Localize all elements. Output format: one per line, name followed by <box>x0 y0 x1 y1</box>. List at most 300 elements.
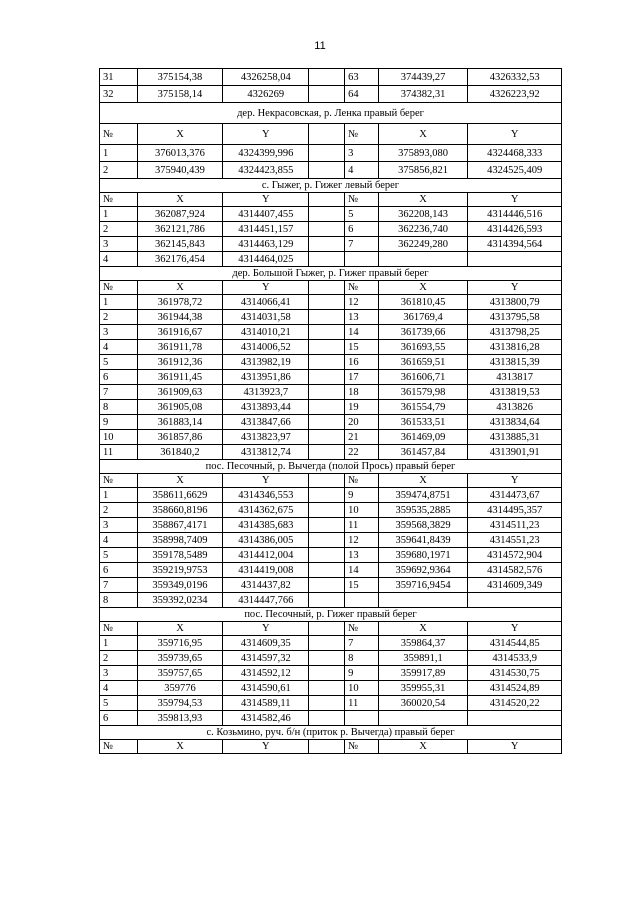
point-number-right: 10 <box>345 503 379 518</box>
x-coordinate-left: 361912,36 <box>137 355 222 370</box>
y-coordinate-right: 4314520,22 <box>468 696 562 711</box>
gutter-cell <box>309 711 345 726</box>
gutter-cell <box>309 124 345 145</box>
point-number-right: 11 <box>345 518 379 533</box>
x-coordinate-right: 361606,71 <box>378 370 467 385</box>
y-coordinate-right <box>468 593 562 608</box>
point-number-left: 10 <box>100 430 138 445</box>
point-number-right: 63 <box>345 69 379 86</box>
header-x-left: X <box>137 193 222 207</box>
x-coordinate-right: 359716,9454 <box>378 578 467 593</box>
gutter-cell <box>309 488 345 503</box>
gutter-cell <box>309 295 345 310</box>
y-coordinate-left: 4324399,996 <box>223 145 309 162</box>
table-row <box>100 400 562 415</box>
x-coordinate-left: 359739,65 <box>137 651 222 666</box>
gutter-cell <box>309 593 345 608</box>
y-coordinate-right: 4314582,576 <box>468 563 562 578</box>
header-no-left: № <box>100 281 138 295</box>
point-number-left: 4 <box>100 533 138 548</box>
gutter-cell <box>309 548 345 563</box>
header-no-right: № <box>345 740 379 754</box>
x-coordinate-left: 361911,78 <box>137 340 222 355</box>
y-coordinate-right: 4313795,58 <box>468 310 562 325</box>
header-x-left: X <box>137 622 222 636</box>
x-coordinate-right: 361659,51 <box>378 355 467 370</box>
x-coordinate-left: 359794,53 <box>137 696 222 711</box>
group-caption-row <box>100 460 562 474</box>
x-coordinate-left: 359776 <box>137 681 222 696</box>
table-row <box>100 295 562 310</box>
point-number-left: 1 <box>100 636 138 651</box>
group-caption: пос. Песочный, р. Вычегда (полой Прось) правый берег <box>100 460 562 474</box>
y-coordinate-left: 4314386,005 <box>223 533 309 548</box>
page-number: 11 <box>314 40 326 52</box>
gutter-cell <box>309 651 345 666</box>
table-row <box>100 503 562 518</box>
header-no-left: № <box>100 124 138 145</box>
gutter-cell <box>309 86 345 103</box>
x-coordinate-left: 362176,454 <box>137 252 222 267</box>
y-coordinate-right: 4314530,75 <box>468 666 562 681</box>
point-number-right: 7 <box>345 237 379 252</box>
x-coordinate-right: 362208,143 <box>378 207 467 222</box>
point-number-right: 9 <box>345 666 379 681</box>
y-coordinate-left: 4313951,86 <box>223 370 309 385</box>
point-number-left: 5 <box>100 696 138 711</box>
y-coordinate-left: 4326269 <box>223 86 309 103</box>
table-row <box>100 696 562 711</box>
y-coordinate-right: 4313815,39 <box>468 355 562 370</box>
x-coordinate-left: 361883,14 <box>137 415 222 430</box>
point-number-left: 4 <box>100 340 138 355</box>
x-coordinate-right: 362249,280 <box>378 237 467 252</box>
x-coordinate-left: 361909,63 <box>137 385 222 400</box>
point-number-right: 5 <box>345 207 379 222</box>
point-number-left: 3 <box>100 325 138 340</box>
point-number-right: 17 <box>345 370 379 385</box>
gutter-cell <box>309 430 345 445</box>
gutter-cell <box>309 740 345 754</box>
point-number-right: 14 <box>345 563 379 578</box>
table-row <box>100 207 562 222</box>
point-number-right: 9 <box>345 488 379 503</box>
group-caption-row <box>100 608 562 622</box>
header-y-left: Y <box>223 622 309 636</box>
header-y-left: Y <box>223 474 309 488</box>
point-number-right: 3 <box>345 145 379 162</box>
column-header-row <box>100 281 562 295</box>
y-coordinate-right: 4324468,333 <box>468 145 562 162</box>
table-row <box>100 548 562 563</box>
x-coordinate-right: 361693,55 <box>378 340 467 355</box>
table-row <box>100 222 562 237</box>
point-number-left: 6 <box>100 563 138 578</box>
point-number-left: 31 <box>100 69 138 86</box>
gutter-cell <box>309 563 345 578</box>
column-header-row <box>100 474 562 488</box>
y-coordinate-left: 4314362,675 <box>223 503 309 518</box>
group-caption-row <box>100 179 562 193</box>
y-coordinate-left: 4313923,7 <box>223 385 309 400</box>
x-coordinate-left: 358660,8196 <box>137 503 222 518</box>
y-coordinate-left: 4314010,21 <box>223 325 309 340</box>
point-number-right: 7 <box>345 636 379 651</box>
x-coordinate-right: 359535,2885 <box>378 503 467 518</box>
y-coordinate-left: 4313893,44 <box>223 400 309 415</box>
x-coordinate-left: 375158,14 <box>137 86 222 103</box>
point-number-right: 6 <box>345 222 379 237</box>
point-number-right <box>345 711 379 726</box>
point-number-right: 15 <box>345 578 379 593</box>
point-number-right <box>345 593 379 608</box>
gutter-cell <box>309 474 345 488</box>
point-number-left: 1 <box>100 145 138 162</box>
header-y-right: Y <box>468 474 562 488</box>
point-number-right: 18 <box>345 385 379 400</box>
group-caption-row <box>100 726 562 740</box>
y-coordinate-right: 4314394,564 <box>468 237 562 252</box>
gutter-cell <box>309 666 345 681</box>
header-no-left: № <box>100 622 138 636</box>
table-row <box>100 145 562 162</box>
y-coordinate-left: 4314437,82 <box>223 578 309 593</box>
table-row <box>100 578 562 593</box>
header-x-right: X <box>378 474 467 488</box>
coordinates-table-body <box>100 69 562 754</box>
x-coordinate-right: 359891,1 <box>378 651 467 666</box>
y-coordinate-right: 4314544,85 <box>468 636 562 651</box>
table-row <box>100 533 562 548</box>
y-coordinate-right: 4326223,92 <box>468 86 562 103</box>
gutter-cell <box>309 518 345 533</box>
group-caption: дер. Некрасовская, р. Ленка правый берег <box>100 103 562 124</box>
gutter-cell <box>309 370 345 385</box>
y-coordinate-left: 4314609,35 <box>223 636 309 651</box>
y-coordinate-right: 4314524,89 <box>468 681 562 696</box>
x-coordinate-left: 361857,86 <box>137 430 222 445</box>
x-coordinate-right: 361579,98 <box>378 385 467 400</box>
x-coordinate-left: 375940,439 <box>137 162 222 179</box>
x-coordinate-left: 376013,376 <box>137 145 222 162</box>
header-no-left: № <box>100 474 138 488</box>
x-coordinate-right: 361469,09 <box>378 430 467 445</box>
x-coordinate-right: 361533,51 <box>378 415 467 430</box>
x-coordinate-right: 361769,4 <box>378 310 467 325</box>
y-coordinate-right: 4313816,28 <box>468 340 562 355</box>
coordinates-table <box>99 68 562 754</box>
y-coordinate-right: 4314572,904 <box>468 548 562 563</box>
point-number-left: 7 <box>100 385 138 400</box>
y-coordinate-right: 4313800,79 <box>468 295 562 310</box>
point-number-left: 5 <box>100 355 138 370</box>
y-coordinate-left: 4314066,41 <box>223 295 309 310</box>
point-number-left: 32 <box>100 86 138 103</box>
gutter-cell <box>309 681 345 696</box>
group-caption: с. Гыжег, р. Гижег левый берег <box>100 179 562 193</box>
gutter-cell <box>309 162 345 179</box>
gutter-cell <box>309 400 345 415</box>
table-row <box>100 86 562 103</box>
x-coordinate-left: 359757,65 <box>137 666 222 681</box>
gutter-cell <box>309 193 345 207</box>
x-coordinate-left: 362145,843 <box>137 237 222 252</box>
point-number-left: 3 <box>100 666 138 681</box>
header-y-right: Y <box>468 740 562 754</box>
coordinates-sheet <box>99 68 562 754</box>
gutter-cell <box>309 415 345 430</box>
y-coordinate-right: 4313826 <box>468 400 562 415</box>
y-coordinate-left: 4326258,04 <box>223 69 309 86</box>
point-number-right: 13 <box>345 310 379 325</box>
header-x-right: X <box>378 740 467 754</box>
y-coordinate-left: 4314031,58 <box>223 310 309 325</box>
x-coordinate-right: 359568,3829 <box>378 518 467 533</box>
x-coordinate-right: 362236,740 <box>378 222 467 237</box>
table-row <box>100 518 562 533</box>
y-coordinate-left: 4314385,683 <box>223 518 309 533</box>
table-row <box>100 69 562 86</box>
gutter-cell <box>309 281 345 295</box>
y-coordinate-right: 4314473,67 <box>468 488 562 503</box>
point-number-left: 8 <box>100 593 138 608</box>
point-number-left: 2 <box>100 310 138 325</box>
gutter-cell <box>309 207 345 222</box>
gutter-cell <box>309 340 345 355</box>
point-number-right: 22 <box>345 445 379 460</box>
y-coordinate-left: 4314006,52 <box>223 340 309 355</box>
header-x-right: X <box>378 193 467 207</box>
table-row <box>100 340 562 355</box>
table-row <box>100 385 562 400</box>
gutter-cell <box>309 325 345 340</box>
table-row <box>100 252 562 267</box>
x-coordinate-right: 359474,8751 <box>378 488 467 503</box>
y-coordinate-right: 4314426,593 <box>468 222 562 237</box>
y-coordinate-right: 4313834,64 <box>468 415 562 430</box>
header-y-right: Y <box>468 622 562 636</box>
point-number-left: 2 <box>100 162 138 179</box>
point-number-left: 7 <box>100 578 138 593</box>
y-coordinate-right: 4314511,23 <box>468 518 562 533</box>
x-coordinate-left: 361911,45 <box>137 370 222 385</box>
gutter-cell <box>309 222 345 237</box>
y-coordinate-left: 4314451,157 <box>223 222 309 237</box>
point-number-right: 8 <box>345 651 379 666</box>
y-coordinate-left: 4313847,66 <box>223 415 309 430</box>
point-number-left: 5 <box>100 548 138 563</box>
point-number-right: 4 <box>345 162 379 179</box>
x-coordinate-right: 361739,66 <box>378 325 467 340</box>
group-caption: дер. Большой Гыжег, р. Гижег правый берег <box>100 267 562 281</box>
table-row <box>100 445 562 460</box>
x-coordinate-right: 375856,821 <box>378 162 467 179</box>
gutter-cell <box>309 445 345 460</box>
gutter-cell <box>309 503 345 518</box>
x-coordinate-right: 359864,37 <box>378 636 467 651</box>
y-coordinate-right: 4314533,9 <box>468 651 562 666</box>
x-coordinate-left: 358867,4171 <box>137 518 222 533</box>
x-coordinate-right: 361810,45 <box>378 295 467 310</box>
point-number-left: 4 <box>100 681 138 696</box>
table-row <box>100 237 562 252</box>
y-coordinate-left: 4324423,855 <box>223 162 309 179</box>
gutter-cell <box>309 622 345 636</box>
y-coordinate-left: 4314407,455 <box>223 207 309 222</box>
column-header-row <box>100 193 562 207</box>
x-coordinate-right: 359917,89 <box>378 666 467 681</box>
header-x-right: X <box>378 622 467 636</box>
point-number-left: 3 <box>100 518 138 533</box>
column-header-row <box>100 740 562 754</box>
x-coordinate-right: 374382,31 <box>378 86 467 103</box>
point-number-right <box>345 252 379 267</box>
x-coordinate-left: 359813,93 <box>137 711 222 726</box>
header-x-right: X <box>378 124 467 145</box>
header-y-right: Y <box>468 281 562 295</box>
header-x-left: X <box>137 740 222 754</box>
y-coordinate-right: 4314495,357 <box>468 503 562 518</box>
point-number-right: 10 <box>345 681 379 696</box>
table-row <box>100 681 562 696</box>
header-no-left: № <box>100 740 138 754</box>
y-coordinate-left: 4314582,46 <box>223 711 309 726</box>
x-coordinate-right <box>378 711 467 726</box>
x-coordinate-right: 359955,31 <box>378 681 467 696</box>
point-number-left: 3 <box>100 237 138 252</box>
y-coordinate-right: 4313819,53 <box>468 385 562 400</box>
y-coordinate-right: 4314609,349 <box>468 578 562 593</box>
table-row <box>100 651 562 666</box>
table-row <box>100 563 562 578</box>
y-coordinate-left: 4314419,008 <box>223 563 309 578</box>
x-coordinate-left: 358611,6629 <box>137 488 222 503</box>
gutter-cell <box>309 355 345 370</box>
group-caption-row <box>100 267 562 281</box>
x-coordinate-left: 359392,0234 <box>137 593 222 608</box>
point-number-left: 6 <box>100 370 138 385</box>
y-coordinate-right <box>468 711 562 726</box>
column-header-row <box>100 622 562 636</box>
table-row <box>100 370 562 385</box>
x-coordinate-left: 359716,95 <box>137 636 222 651</box>
y-coordinate-left: 4314412,004 <box>223 548 309 563</box>
x-coordinate-left: 375154,38 <box>137 69 222 86</box>
table-row <box>100 711 562 726</box>
gutter-cell <box>309 385 345 400</box>
x-coordinate-left: 362087,924 <box>137 207 222 222</box>
gutter-cell <box>309 237 345 252</box>
x-coordinate-left: 358998,7409 <box>137 533 222 548</box>
y-coordinate-left: 4314589,11 <box>223 696 309 711</box>
point-number-right: 12 <box>345 533 379 548</box>
gutter-cell <box>309 533 345 548</box>
point-number-right: 11 <box>345 696 379 711</box>
header-y-left: Y <box>223 281 309 295</box>
x-coordinate-left: 359178,5489 <box>137 548 222 563</box>
x-coordinate-left: 361840,2 <box>137 445 222 460</box>
header-no-right: № <box>345 124 379 145</box>
x-coordinate-left: 362121,786 <box>137 222 222 237</box>
point-number-left: 6 <box>100 711 138 726</box>
group-caption: пос. Песочный, р. Гижег правый берег <box>100 608 562 622</box>
x-coordinate-right: 361554,79 <box>378 400 467 415</box>
point-number-left: 4 <box>100 252 138 267</box>
header-x-left: X <box>137 124 222 145</box>
table-row <box>100 415 562 430</box>
header-y-right: Y <box>468 124 562 145</box>
table-row <box>100 325 562 340</box>
y-coordinate-right: 4313901,91 <box>468 445 562 460</box>
y-coordinate-right: 4313798,25 <box>468 325 562 340</box>
x-coordinate-right: 360020,54 <box>378 696 467 711</box>
header-no-right: № <box>345 622 379 636</box>
table-row <box>100 636 562 651</box>
x-coordinate-right: 375893,080 <box>378 145 467 162</box>
x-coordinate-right: 359641,8439 <box>378 533 467 548</box>
point-number-right: 13 <box>345 548 379 563</box>
header-x-left: X <box>137 474 222 488</box>
gutter-cell <box>309 69 345 86</box>
x-coordinate-right: 359692,9364 <box>378 563 467 578</box>
column-header-row <box>100 124 562 145</box>
y-coordinate-left: 4314590,61 <box>223 681 309 696</box>
y-coordinate-left: 4314592,12 <box>223 666 309 681</box>
y-coordinate-right: 4313817 <box>468 370 562 385</box>
point-number-left: 2 <box>100 651 138 666</box>
gutter-cell <box>309 578 345 593</box>
point-number-right: 16 <box>345 355 379 370</box>
y-coordinate-right: 4313885,31 <box>468 430 562 445</box>
header-y-right: Y <box>468 193 562 207</box>
table-row <box>100 488 562 503</box>
gutter-cell <box>309 696 345 711</box>
point-number-right: 64 <box>345 86 379 103</box>
table-row <box>100 355 562 370</box>
table-row <box>100 310 562 325</box>
header-x-left: X <box>137 281 222 295</box>
x-coordinate-left: 361978,72 <box>137 295 222 310</box>
table-row <box>100 430 562 445</box>
header-y-left: Y <box>223 740 309 754</box>
x-coordinate-right: 374439,27 <box>378 69 467 86</box>
group-caption: с. Козьмино, руч. б/н (приток р. Вычегда) правый берег <box>100 726 562 740</box>
x-coordinate-right <box>378 252 467 267</box>
y-coordinate-right: 4314551,23 <box>468 533 562 548</box>
x-coordinate-right: 359680,1971 <box>378 548 467 563</box>
header-no-right: № <box>345 474 379 488</box>
table-row <box>100 162 562 179</box>
y-coordinate-left: 4314464,025 <box>223 252 309 267</box>
gutter-cell <box>309 252 345 267</box>
header-no-right: № <box>345 281 379 295</box>
point-number-left: 11 <box>100 445 138 460</box>
point-number-right: 19 <box>345 400 379 415</box>
header-no-right: № <box>345 193 379 207</box>
group-caption-row <box>100 103 562 124</box>
y-coordinate-left: 4313823,97 <box>223 430 309 445</box>
y-coordinate-right <box>468 252 562 267</box>
gutter-cell <box>309 145 345 162</box>
point-number-right: 12 <box>345 295 379 310</box>
y-coordinate-left: 4313982,19 <box>223 355 309 370</box>
point-number-right: 14 <box>345 325 379 340</box>
point-number-left: 1 <box>100 207 138 222</box>
gutter-cell <box>309 310 345 325</box>
point-number-left: 1 <box>100 488 138 503</box>
y-coordinate-left: 4314463,129 <box>223 237 309 252</box>
x-coordinate-right: 361457,84 <box>378 445 467 460</box>
